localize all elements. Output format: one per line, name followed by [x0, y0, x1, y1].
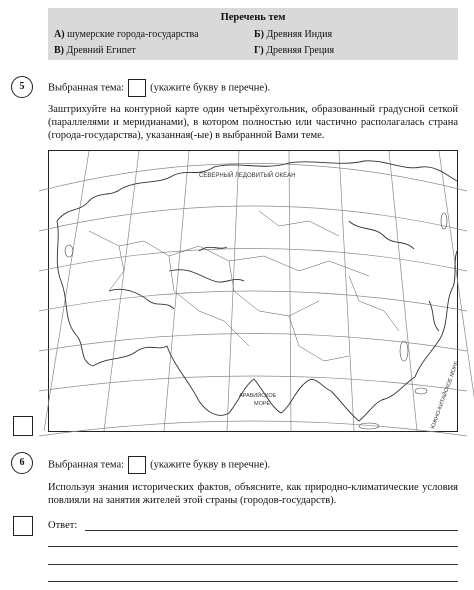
- chosen-topic-hint: (укажите букву в перечне).: [150, 459, 271, 471]
- question-number-6: 6: [11, 452, 33, 474]
- contour-map[interactable]: [48, 150, 461, 432]
- task-text-6: Используя знания исторических фактов, объясните, как природно-климатические условия повлияли на занятия жителей этой страны (городов-государств).: [48, 482, 458, 506]
- topic-item-a: [54, 29, 199, 40]
- topic-letter: Б): [254, 29, 264, 40]
- contour-map-svg: [49, 151, 461, 431]
- arabian-sea-label-line1: АРАВИЙСКОЕ: [239, 393, 277, 399]
- chosen-topic-label: Выбранная тема:: [48, 82, 125, 94]
- ocean-label: СЕВЕРНЫЙ ЛЕДОВИТЫЙ ОКЕАН: [199, 173, 296, 179]
- chosen-topic-line-6: [48, 456, 270, 474]
- topic-item-b: [254, 29, 332, 40]
- answer-line-2[interactable]: [48, 546, 458, 547]
- topics-title: Перечень тем: [220, 12, 286, 23]
- topic-letter: А): [54, 29, 65, 40]
- question-number-5: 5: [11, 76, 33, 98]
- topic-letter: Г): [254, 45, 264, 56]
- chosen-topic-input-5[interactable]: [128, 79, 146, 97]
- south-china-sea-label: ЮЖНО-КИТАЙСКОЕ МОРЕ: [430, 360, 461, 430]
- score-box-6[interactable]: [13, 516, 33, 536]
- topic-item-g: [254, 45, 334, 56]
- score-box-5[interactable]: [13, 416, 33, 436]
- chosen-topic-label: Выбранная тема:: [48, 459, 125, 471]
- topic-text: Древняя Греция: [266, 45, 335, 56]
- topic-letter: В): [54, 45, 64, 56]
- answer-line-3[interactable]: [48, 564, 458, 565]
- chosen-topic-line-5: [48, 79, 270, 97]
- answer-line-1[interactable]: [85, 530, 458, 531]
- topics-list-box: [48, 8, 458, 60]
- chosen-topic-input-6[interactable]: [128, 456, 146, 474]
- answer-line-4[interactable]: [48, 581, 458, 582]
- arabian-sea-label-line2: МОРЕ: [254, 401, 271, 407]
- topic-text: Древняя Индия: [266, 29, 333, 40]
- answer-label: Ответ:: [48, 520, 78, 531]
- task-text-5: Заштрихуйте на контурной карте один четырёхугольник, образованный градусной сеткой (параллелями и меридианами), в котором полностью или частично располагалась страна (города-государства), указанная(-ые) в выбранной Вами теме.: [48, 104, 458, 141]
- topic-text: Древний Египет: [66, 45, 136, 56]
- chosen-topic-hint: (укажите букву в перечне).: [150, 82, 271, 94]
- topic-item-v: [54, 45, 136, 56]
- topic-text: шумерские города-государства: [67, 29, 199, 40]
